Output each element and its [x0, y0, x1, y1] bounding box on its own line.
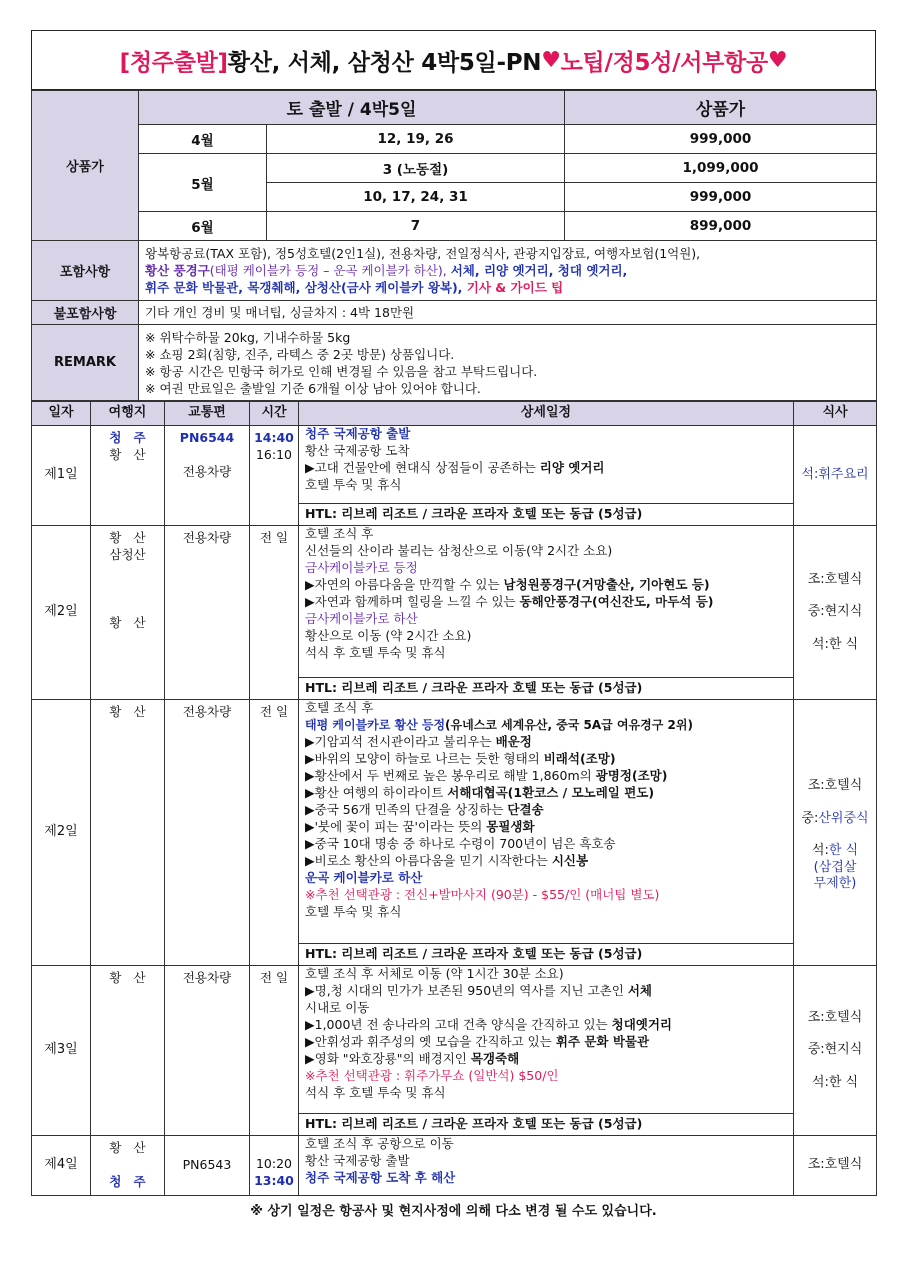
header-destination: 여행지 [91, 402, 165, 426]
schedule-day-row [32, 526, 877, 678]
price-value: 1,099,000 [565, 154, 877, 183]
price-info-table [31, 90, 877, 401]
day-times: 전 일 [250, 526, 299, 700]
header-time: 시간 [250, 402, 299, 426]
price-dates: 3 (노동절) [267, 154, 565, 183]
price-value: 999,000 [565, 125, 877, 154]
includes-text [139, 241, 877, 301]
price-month: 5월 [139, 154, 267, 212]
price-value: 999,000 [565, 183, 877, 212]
day-detail: 호텔 조식 후 태평 케이블카로 황산 등정(유네스코 세계유산, 중국 5A급 여유경구 2위) ▶기암괴석 전시관이라고 불리우는 배운정 ▶바위의 모양이 하늘로 나르는 듯한 형태의 비래석(조망) ▶황산에서 두 번째로 높은 봉우리로 해발 1,860m의 광명정(조망) ▶황산 여행의 하이라이트 서해대협곡(1환코스 / 모노레일 편도) ▶중국 56개 민족의 단결을 상징하는 단결송 ▶'붓에 꽃이 피는 꿈'이라는 뜻의 몽필생화 ▶중국 10대 명송 중 하나로 수령이 700년이 넘은 흑호송 ▶비로소 황산의 아름다움을 믿기 시작한다는 시신봉 운곡 케이블카로 하산 ※추천 선택관광 : 전신+발마사지 (90분) - $55/인 (매너팁 별도) 호텔 투숙 및 휴식 [299, 700, 794, 944]
day-cities: 황산 청주 [91, 1136, 165, 1196]
header-meal: 식사 [794, 402, 877, 426]
day-meals: 조:호텔식 중:현지식 석:한 식 [794, 966, 877, 1136]
day-meals: 조:호텔식 [794, 1136, 877, 1196]
remark-line: ※ 쇼핑 2회(침향, 진주, 라텍스 중 2곳 방문) 상품입니다. [145, 346, 455, 362]
day-detail: 청주 국제공항 출발 황산 국제공항 도착 ▶고대 건물안에 현대식 상점들이 공존하는 리양 옛거리 호텔 투숙 및 휴식 [299, 426, 794, 504]
departure-header: 토 출발 / 4박5일 [139, 91, 565, 125]
excludes-label: 불포함사항 [32, 301, 139, 325]
remark-text [139, 325, 877, 401]
day-detail: 호텔 조식 후 공항으로 이동 황산 국제공항 출발 청주 국제공항 도착 후 해산 [299, 1136, 794, 1196]
price-dates: 12, 19, 26 [267, 125, 565, 154]
title-tags: 노팁/정5성/서부항공 [560, 49, 768, 76]
day-cities: 청주 황산 [91, 426, 165, 526]
day-times: 전 일 [250, 966, 299, 1136]
includes-line: 휘주 문화 박물관, 목갱췌해, 삼청산(금사 케이블카 왕복), 기사 & 가이드 팁 [145, 280, 564, 295]
day-meals: 조:호텔식 중:산위중식 석:한 식 (삼겹살 무제한) [794, 700, 877, 966]
price-month: 6월 [139, 212, 267, 241]
hotel-info: HTL: 리브레 리조트 / 크라운 프라자 호텔 또는 동급 (5성급) [299, 1114, 794, 1136]
day-label: 제1일 [32, 426, 91, 526]
day-detail: 호텔 조식 후 서체로 이동 (약 1시간 30분 소요) ▶명,청 시대의 민가가 보존된 950년의 역사를 지닌 고촌인 서체 시내로 이동 ▶1,000년 전 송나라의 고대 건축 양식을 간직하고 있는 청대옛거리 ▶안휘성과 휘주성의 옛 모습을 간직하고 있는 휘주 문화 박물관 ▶영화 "와호장룡"의 배경지인 목갱죽해 ※추천 선택관광 : 휘주가무쇼 (일반석) $50/인 석식 후 호텔 투숙 및 휴식 [299, 966, 794, 1114]
page-title [31, 30, 876, 90]
day-meals: 조:호텔식 중:현지식 석:한 식 [794, 526, 877, 700]
schedule-day-row [32, 1136, 877, 1196]
header-detail: 상세일정 [299, 402, 794, 426]
hotel-info: HTL: 리브레 리조트 / 크라운 프라자 호텔 또는 동급 (5성급) [299, 678, 794, 700]
day-cities: 황산 [91, 966, 165, 1136]
itinerary-document [31, 30, 876, 1219]
day-cities: 황산 [91, 700, 165, 966]
header-transport: 교통편 [165, 402, 250, 426]
schedule-table [31, 401, 877, 1196]
hotel-info: HTL: 리브레 리조트 / 크라운 프라자 호텔 또는 동급 (5성급) [299, 944, 794, 966]
heart-icon: ♥ [767, 47, 788, 73]
price-dates: 7 [267, 212, 565, 241]
day-transport: PN6543 [165, 1136, 250, 1196]
title-main: 황산, 서체, 삼청산 4박5일-PN [227, 49, 542, 76]
day-times: 14:40 16:10 [250, 426, 299, 526]
includes-label: 포함사항 [32, 241, 139, 301]
day-transport: 전용차량 [165, 966, 250, 1136]
hotel-info: HTL: 리브레 리조트 / 크라운 프라자 호텔 또는 동급 (5성급) [299, 504, 794, 526]
day-times: 10:20 13:40 [250, 1136, 299, 1196]
footer-note: ※ 상기 일정은 항공사 및 현지사정에 의해 다소 변경 될 수도 있습니다. [250, 1204, 657, 1219]
price-month: 4월 [139, 125, 267, 154]
day-cities: 황산 삼청산 황산 [91, 526, 165, 700]
schedule-day-row [32, 966, 877, 1114]
price-value: 899,000 [565, 212, 877, 241]
header-day: 일자 [32, 402, 91, 426]
remark-line: ※ 여권 만료일은 출발일 기준 6개월 이상 남아 있어야 합니다. [145, 380, 481, 396]
schedule-day-row [32, 700, 877, 944]
includes-line: 왕복항공료(TAX 포함), 정5성호텔(2인1실), 전용차량, 전일정식사, 관광지입장료, 여행자보험(1억원), [145, 246, 701, 261]
schedule-day-row [32, 426, 877, 504]
excludes-text: 기타 개인 경비 및 매너팁, 싱글차지 : 4박 18만원 [139, 301, 877, 325]
includes-line: 황산 풍경구(태평 케이블카 등정 – 운곡 케이블카 하산), 서체, 리양 옛거리, 청대 옛거리, [145, 263, 628, 278]
day-transport: 전용차량 [165, 700, 250, 966]
day-transport: PN6544 전용차량 [165, 426, 250, 526]
price-section-label: 상품가 [32, 91, 139, 241]
day-label: 제2일 [32, 700, 91, 966]
day-label: 제4일 [32, 1136, 91, 1196]
remark-label: REMARK [32, 325, 139, 401]
price-dates: 10, 17, 24, 31 [267, 183, 565, 212]
day-transport: 전용차량 [165, 526, 250, 700]
remark-line: ※ 항공 시간은 민항국 허가로 인해 변경될 수 있음을 참고 부탁드립니다. [145, 363, 538, 379]
heart-icon: ♥ [541, 47, 561, 73]
day-meals: 석:휘주요리 [794, 426, 877, 526]
day-label: 제2일 [32, 526, 91, 700]
remark-line: ※ 위탁수하물 20kg, 기내수하물 5kg [145, 329, 351, 345]
title-prefix: [청주출발] [119, 49, 228, 76]
day-detail: 호텔 조식 후 신선들의 산이라 불리는 삼청산으로 이동(약 2시간 소요) 금사케이블카로 등정 ▶자연의 아름다움을 만끽할 수 있는 남청원풍경구(거망출산, 기아현도 등) ▶자연과 함께하며 힐링을 느낄 수 있는 동해안풍경구(여신잔도, 마두석 등) 금사케이블카로 하산 황산으로 이동 (약 2시간 소요) 석식 후 호텔 투숙 및 휴식 [299, 526, 794, 678]
day-times: 전 일 [250, 700, 299, 966]
price-header: 상품가 [565, 91, 877, 125]
day-label: 제3일 [32, 966, 91, 1136]
